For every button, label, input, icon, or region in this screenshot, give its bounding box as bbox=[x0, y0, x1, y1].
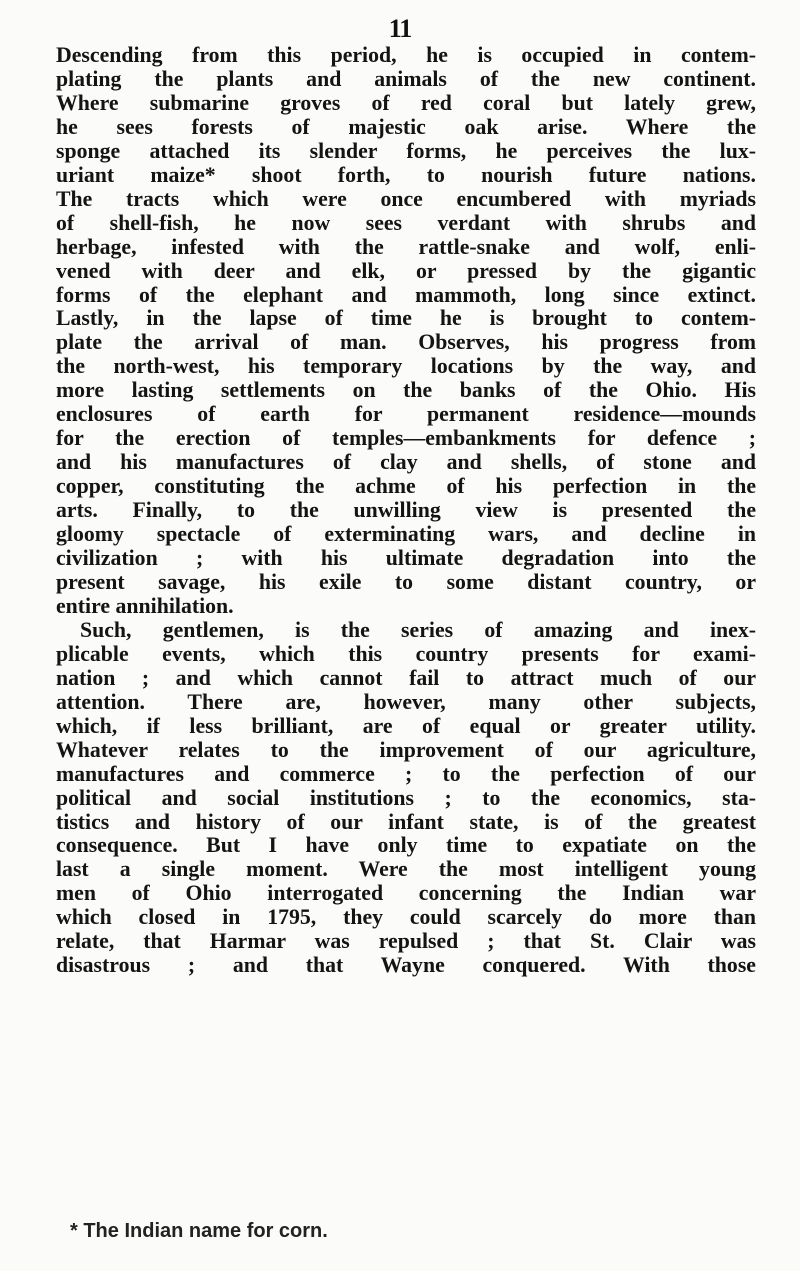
text-line: plate the arrival of man. Observes, his progress from bbox=[56, 330, 756, 355]
text-line: forms of the elephant and mammoth, long since extinct. bbox=[56, 282, 756, 307]
text-line: herbage, infested with the rattle-snake and wolf, enli- bbox=[56, 234, 756, 259]
footnote: * The Indian name for corn. bbox=[70, 1220, 328, 1242]
text-line: men of Ohio interrogated concerning the Indian war bbox=[56, 881, 756, 906]
text-line: The tracts which were once encumbered with myriads bbox=[56, 186, 756, 211]
text-line: he sees forests of majestic oak arise. Where the bbox=[56, 114, 756, 139]
text-line: enclosures of earth for permanent residence—mounds bbox=[56, 402, 756, 427]
text-line: tistics and history of our infant state, is of the greatest bbox=[56, 809, 756, 834]
text-line: the north-west, his temporary locations by the way, and bbox=[56, 354, 756, 379]
text-line: of shell-fish, he now sees verdant with shrubs and bbox=[56, 210, 756, 235]
text-line: Lastly, in the lapse of time he is brought to contem- bbox=[56, 306, 756, 331]
text-line: which, if less brilliant, are of equal or greater utility. bbox=[56, 713, 756, 738]
text-line: nation ; and which cannot fail to attract much of our bbox=[56, 665, 756, 690]
text-line: Where submarine groves of red coral but lately grew, bbox=[56, 90, 756, 115]
text-line: civilization ; with his ultimate degradation into the bbox=[56, 546, 756, 571]
text-line: plating the plants and animals of the new continent. bbox=[56, 66, 756, 91]
text-line: copper, constituting the achme of his perfection in the bbox=[56, 474, 756, 499]
text-line: arts. Finally, to the unwilling view is presented the bbox=[56, 498, 756, 523]
text-line: last a single moment. Were the most intelligent young bbox=[56, 857, 756, 882]
text-line: uriant maize* shoot forth, to nourish future nations. bbox=[56, 162, 756, 187]
text-line: gloomy spectacle of exterminating wars, and decline in bbox=[56, 522, 756, 547]
text-line: consequence. But I have only time to expatiate on the bbox=[56, 833, 756, 858]
text-line: entire annihilation. bbox=[56, 593, 234, 618]
text-line: relate, that Harmar was repulsed ; that St. Clair was bbox=[56, 929, 756, 954]
text-line: political and social institutions ; to the economics, sta- bbox=[56, 785, 756, 810]
text-line: disastrous ; and that Wayne conquered. With those bbox=[56, 953, 756, 978]
text-line: for the erection of temples—embankments for defence ; bbox=[56, 426, 756, 451]
text-line: and his manufactures of clay and shells, of stone and bbox=[56, 450, 756, 475]
page-number: 11 bbox=[388, 14, 412, 43]
text-line: which closed in 1795, they could scarcely do more than bbox=[56, 905, 756, 930]
text-line: plicable events, which this country presents for exami- bbox=[56, 641, 756, 666]
text-line: attention. There are, however, many other subjects, bbox=[56, 689, 756, 714]
text-line: vened with deer and elk, or pressed by the gigantic bbox=[56, 258, 756, 283]
text-line: Whatever relates to the improvement of our agriculture, bbox=[56, 737, 756, 762]
body-text bbox=[56, 44, 756, 978]
text-line: sponge attached its slender forms, he perceives the lux- bbox=[56, 138, 756, 163]
text-line: Descending from this period, he is occupied in contem- bbox=[56, 43, 756, 67]
text-line: more lasting settlements on the banks of the Ohio. His bbox=[56, 378, 756, 403]
text-line: present savage, his exile to some distant country, or bbox=[56, 569, 756, 594]
text-line: Such, gentlemen, is the series of amazing and inex- bbox=[80, 617, 756, 642]
text-line: manufactures and commerce ; to the perfection of our bbox=[56, 761, 756, 786]
